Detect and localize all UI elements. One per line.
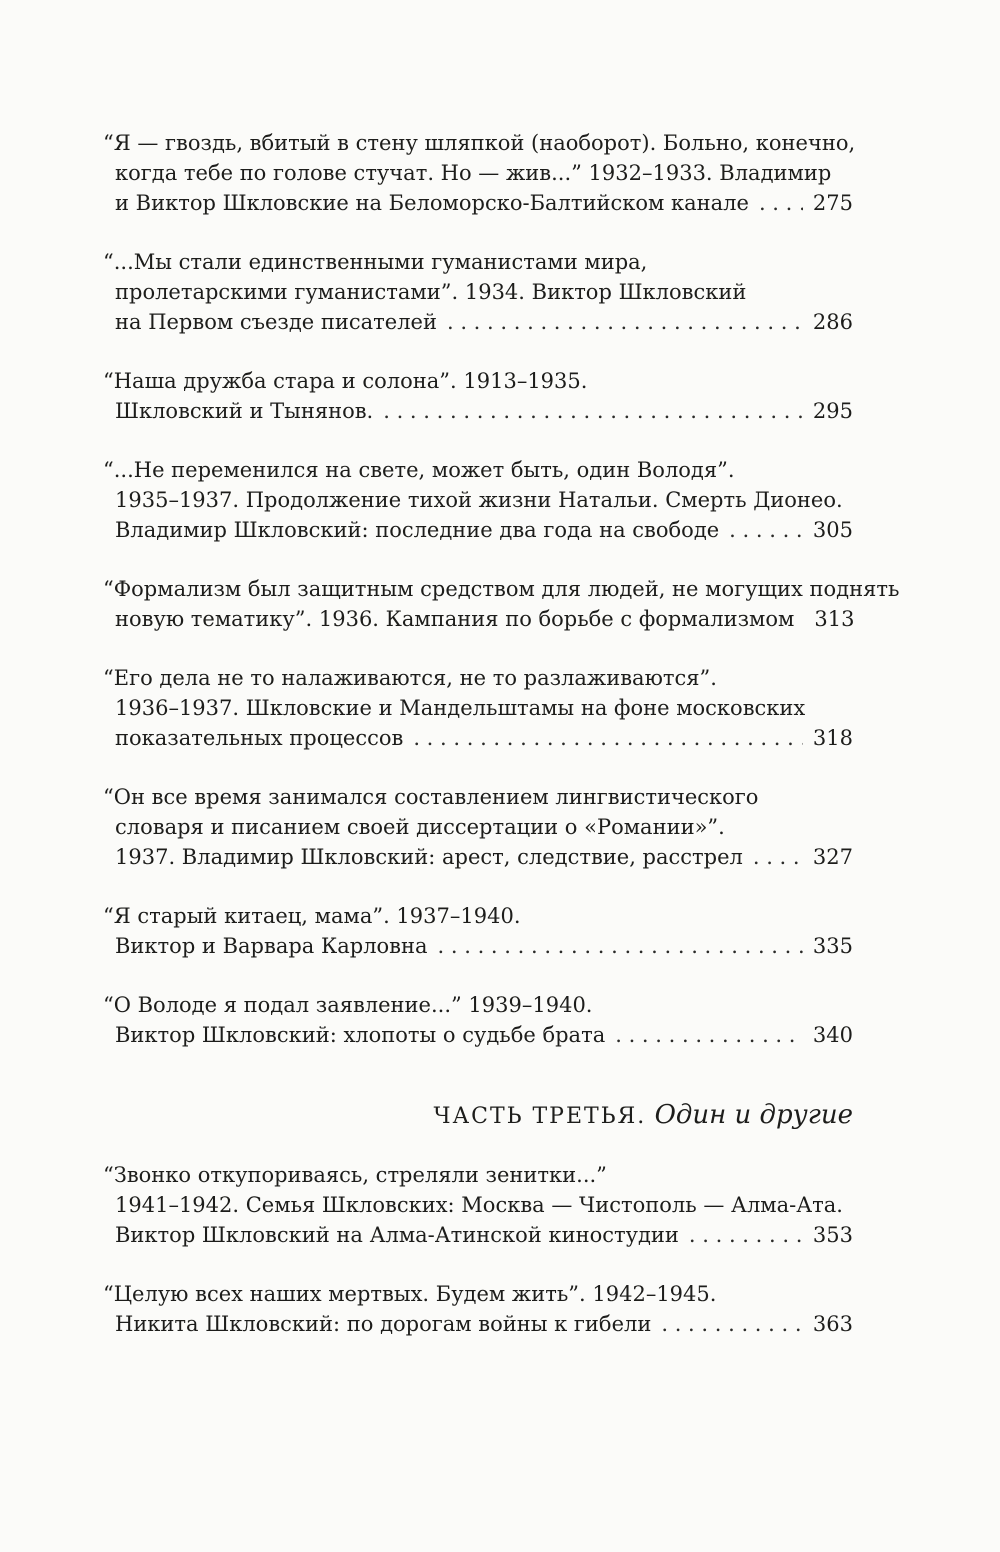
toc-entry-last-line bbox=[103, 931, 853, 961]
toc-entry-line: “Формализм был защитным средством для людей, не могущих поднять bbox=[103, 577, 900, 601]
toc-entry-last-line bbox=[103, 307, 853, 337]
toc-entry[interactable] bbox=[103, 1160, 853, 1250]
page-number: 318 bbox=[812, 726, 853, 750]
toc-entry-line: словаря и писанием своей диссертации о «Романии»”. bbox=[115, 815, 725, 839]
toc-entry[interactable] bbox=[103, 247, 853, 337]
toc-entry-line: “Целую всех наших мертвых. Будем жить”. 1942–1945. bbox=[103, 1282, 717, 1306]
toc-entry-line: “...Мы стали единственными гуманистами мира, bbox=[103, 250, 648, 274]
part-label: ЧАСТЬ ТРЕТЬЯ. bbox=[433, 1104, 647, 1129]
toc-entry-line: 1941–1942. Семья Шкловских: Москва — Чистополь — Алма-Ата. bbox=[115, 1193, 843, 1217]
dot-leader bbox=[615, 1020, 803, 1050]
toc-entry-line: “Я старый китаец, мама”. 1937–1940. bbox=[103, 904, 521, 928]
toc-entry-line: “Я — гвоздь, вбитый в стену шляпкой (наоборот). Больно, конечно, bbox=[103, 131, 856, 155]
toc-entry-line: “Он все время занимался составлением лингвистического bbox=[103, 785, 759, 809]
page-number: 340 bbox=[812, 1023, 853, 1047]
part-title: Один и другие bbox=[654, 1100, 853, 1130]
dot-leader bbox=[753, 842, 803, 872]
toc-entry-last-line bbox=[103, 1020, 853, 1050]
dot-leader bbox=[661, 1309, 803, 1339]
toc-entry-line: Владимир Шкловский: последние два года на свободе bbox=[115, 518, 720, 542]
dot-leader bbox=[447, 307, 803, 337]
page-number: 313 bbox=[814, 607, 855, 631]
page-number: 335 bbox=[812, 934, 853, 958]
toc-entry-line: “Наша дружба стара и солона”. 1913–1935. bbox=[103, 369, 588, 393]
toc-entry-line: новую тематику”. 1936. Кампания по борьбе с формализмом bbox=[115, 607, 795, 631]
toc-entry-line: “О Володе я подал заявление...” 1939–1940. bbox=[103, 993, 593, 1017]
toc-part-two bbox=[103, 128, 900, 1079]
toc-entry-last-line bbox=[103, 396, 853, 426]
toc-entry-line: показательных процессов bbox=[115, 726, 404, 750]
toc-entry-line: “...Не переменился на свете, может быть, один Володя”. bbox=[103, 458, 735, 482]
toc-entry-last-line bbox=[103, 723, 853, 753]
toc-entry[interactable] bbox=[103, 455, 853, 545]
toc-entry[interactable] bbox=[103, 1279, 853, 1339]
toc-entry[interactable] bbox=[103, 574, 900, 634]
page-number: 363 bbox=[812, 1312, 853, 1336]
toc-part-three bbox=[103, 1160, 853, 1368]
toc-entry-last-line bbox=[103, 1309, 853, 1339]
toc-entry-line: когда тебе по голове стучат. Но — жив...” 1932–1933. Владимир bbox=[115, 161, 832, 185]
toc-entry-line: Виктор Шкловский: хлопоты о судьбе брата bbox=[115, 1023, 606, 1047]
dot-leader bbox=[383, 396, 803, 426]
toc-entry-last-line bbox=[103, 842, 853, 872]
page-number: 286 bbox=[812, 310, 853, 334]
toc-entry-line: “Звонко откупориваясь, стреляли зенитки...” bbox=[103, 1163, 607, 1187]
toc-entry-line: Никита Шкловский: по дорогам войны к гибели bbox=[115, 1312, 652, 1336]
page-number: 327 bbox=[812, 845, 853, 869]
dot-leader bbox=[689, 1220, 803, 1250]
toc-entry-line: “Его дела не то налаживаются, не то разлаживаются”. bbox=[103, 666, 717, 690]
toc-entry-line: пролетарскими гуманистами”. 1934. Виктор Шкловский bbox=[115, 280, 747, 304]
toc-entry[interactable] bbox=[103, 782, 853, 872]
toc-entry-line: 1936–1937. Шкловские и Мандельштамы на фоне московских bbox=[115, 696, 806, 720]
toc-entry[interactable] bbox=[103, 663, 853, 753]
page-number: 275 bbox=[812, 191, 853, 215]
dot-leader bbox=[759, 188, 803, 218]
toc-entry-line: и Виктор Шкловские на Беломорско-Балтийском канале bbox=[115, 191, 749, 215]
dot-leader bbox=[729, 515, 803, 545]
toc-entry-last-line bbox=[103, 188, 853, 218]
toc-entry[interactable] bbox=[103, 128, 856, 218]
toc-entry-line: 1937. Владимир Шкловский: арест, следствие, расстрел bbox=[115, 845, 743, 869]
page-number: 295 bbox=[812, 399, 853, 423]
page-number: 353 bbox=[812, 1223, 853, 1247]
dot-leader bbox=[413, 723, 803, 753]
toc-entry[interactable] bbox=[103, 990, 853, 1050]
toc-entry-last-line bbox=[103, 1220, 853, 1250]
toc-entry-line: Шкловский и Тынянов. bbox=[115, 399, 374, 423]
toc-entry-last-line bbox=[103, 515, 853, 545]
toc-entry-line: Виктор Шкловский на Алма-Атинской киностудии bbox=[115, 1223, 679, 1247]
toc-entry[interactable] bbox=[103, 366, 853, 426]
toc-entry-line: на Первом съезде писателей bbox=[115, 310, 437, 334]
page-number: 305 bbox=[812, 518, 853, 542]
toc-entry-line: 1935–1937. Продолжение тихой жизни Натальи. Смерть Дионео. bbox=[115, 488, 843, 512]
toc-entry-line: Виктор и Варвара Карловна bbox=[115, 934, 428, 958]
part-three-heading bbox=[434, 1100, 853, 1130]
toc-entry[interactable] bbox=[103, 901, 853, 961]
dot-leader bbox=[438, 931, 803, 961]
toc-entry-last-line bbox=[103, 604, 853, 634]
